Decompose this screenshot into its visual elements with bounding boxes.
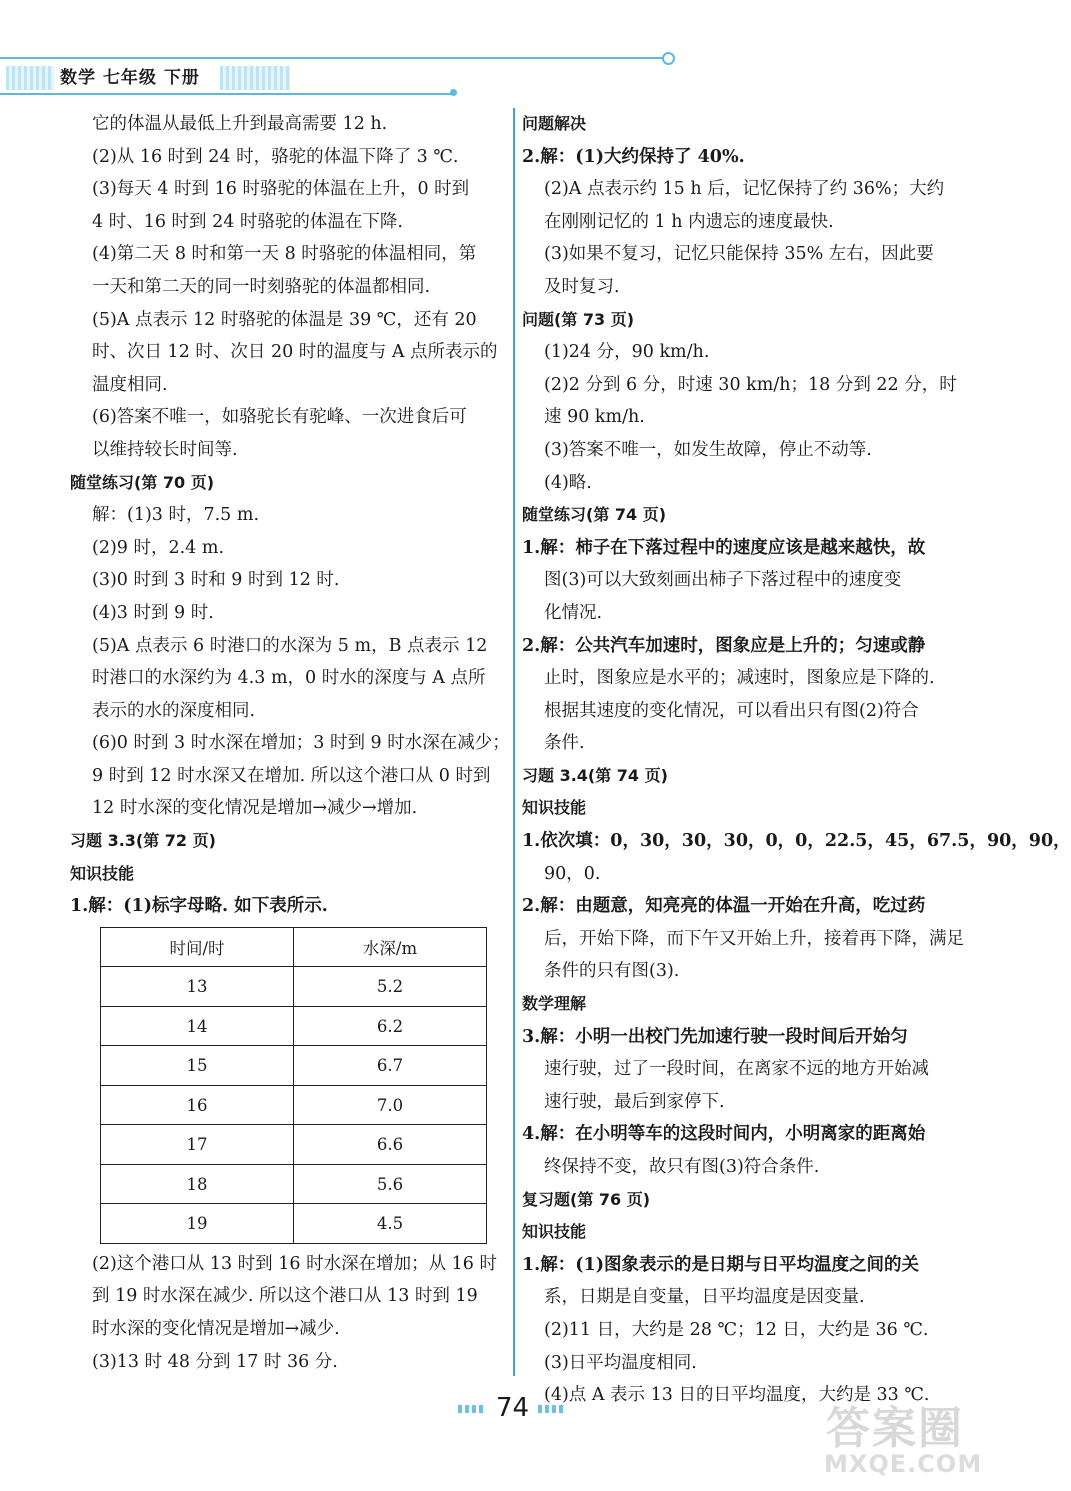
text-line: 止时，图象应是水平的；减速时，图象应是下降的. xyxy=(544,668,935,689)
text-line: (5)A 点表示 6 时港口的水深为 5 m，B 点表示 12 xyxy=(92,635,488,656)
section-heading: 数学理解 xyxy=(522,994,587,1014)
table-cell-depth: 4.5 xyxy=(294,1204,487,1244)
section-heading: 随堂练习(第 74 页) xyxy=(522,505,667,525)
text-line: 解：(1)3 时，7.5 m. xyxy=(92,505,260,526)
text-line: 它的体温从最低上升到最高需要 12 h. xyxy=(92,114,388,134)
text-line: 速行驶，过了一段时间，在离家不远的地方开始减 xyxy=(544,1059,929,1080)
text-line: 温度相同. xyxy=(92,374,168,395)
text-line: 12 时水深的变化情况是增加→减少→增加. xyxy=(92,798,418,819)
header-rule-top xyxy=(0,57,665,59)
text-line: (4)略. xyxy=(544,472,592,493)
text-line: 90，0. xyxy=(544,863,601,884)
text-line: (1)24 分，90 km/h. xyxy=(544,342,710,363)
header-rule-bottom xyxy=(0,93,455,95)
text-line: 条件. xyxy=(544,733,585,754)
text-line: (3)13 时 48 分到 17 时 36 分. xyxy=(92,1351,338,1372)
table-row xyxy=(101,1125,487,1165)
text-line: 以维持较长时间等. xyxy=(92,439,238,460)
right-column xyxy=(522,108,1071,1412)
table-row xyxy=(101,1006,487,1046)
text-line: (2)A 点表示约 15 h 后，记忆保持了约 36%；大约 xyxy=(544,179,945,200)
table-cell-time: 19 xyxy=(101,1204,294,1244)
text-line: (2)从 16 时到 24 时，骆驼的体温下降了 3 ℃. xyxy=(92,146,459,167)
text-line: 速行驶，最后到家停下. xyxy=(544,1091,725,1112)
table-cell-time: 13 xyxy=(101,967,294,1007)
page-number-decoration-left xyxy=(458,1405,486,1413)
text-line: (3)答案不唯一，如发生故障，停止不动等. xyxy=(544,439,872,460)
table-cell-depth: 5.6 xyxy=(294,1164,487,1204)
table-cell-depth: 5.2 xyxy=(294,967,487,1007)
section-heading: 知识技能 xyxy=(70,863,135,883)
text-line: 9 时到 12 时水深又在增加. 所以这个港口从 0 时到 xyxy=(92,765,491,786)
section-heading: 随堂练习(第 70 页) xyxy=(70,472,215,492)
table-cell-depth: 6.7 xyxy=(294,1046,487,1086)
section-heading: 复习题(第 76 页) xyxy=(522,1189,651,1209)
page-number: 74 xyxy=(496,1393,530,1423)
text-line: 时水深的变化情况是增加→减少. xyxy=(92,1319,340,1340)
text-line: (2)这个港口从 13 时到 16 时水深在增加；从 16 时 xyxy=(92,1253,497,1274)
text-line: 系，日期是自变量，日平均温度是因变量. xyxy=(544,1287,865,1308)
header-title: 数学 七年级 下册 xyxy=(60,68,200,88)
section-heading: 知识技能 xyxy=(522,798,587,818)
text-line: 根据其速度的变化情况，可以看出只有图(2)符合 xyxy=(544,700,919,721)
text-line: 时、次日 12 时、次日 20 时的温度与 A 点所表示的 xyxy=(92,342,498,363)
table-cell-time: 14 xyxy=(101,1006,294,1046)
text-line: (6)0 时到 3 时水深在增加；3 时到 9 时水深在减少； xyxy=(92,733,510,754)
text-line: 在刚刚记忆的 1 h 内遗忘的速度最快. xyxy=(544,211,834,232)
table-cell-depth: 7.0 xyxy=(294,1085,487,1125)
text-line: 及时复习. xyxy=(544,276,620,297)
table-row xyxy=(101,1204,487,1244)
text-line: (2)11 日，大约是 28 ℃；12 日，大约是 36 ℃. xyxy=(544,1319,929,1340)
left-column xyxy=(70,108,510,1378)
watermark-url: MXQE.COM xyxy=(824,1450,983,1478)
table-cell-depth: 6.2 xyxy=(294,1006,487,1046)
header-dot-icon xyxy=(662,52,675,65)
text-line: 1.依次填：0，30，30，30，0，0，22.5，45，67.5，90，90， xyxy=(522,831,1071,852)
text-line: (3)0 时到 3 时和 9 时到 12 时. xyxy=(92,570,340,591)
section-heading: 问题解决 xyxy=(522,114,587,133)
text-line: 2.解：由题意，知亮亮的体温一开始在升高，吃过药 xyxy=(522,896,926,917)
water-depth-table xyxy=(100,927,487,1244)
text-line: 一天和第二天的同一时刻骆驼的体温都相同. xyxy=(92,276,431,297)
text-line: 3.解：小明一出校门先加速行驶一段时间后开始匀 xyxy=(522,1026,908,1047)
table-row xyxy=(101,967,487,1007)
table-cell-time: 18 xyxy=(101,1164,294,1204)
section-heading: 习题 3.3(第 72 页) xyxy=(70,831,216,851)
section-heading: 习题 3.4(第 74 页) xyxy=(522,765,668,785)
text-line: 表示的水的深度相同. xyxy=(92,700,256,721)
text-line: 速 90 km/h. xyxy=(544,407,645,428)
table-cell-time: 16 xyxy=(101,1085,294,1125)
text-line: (3)每天 4 时到 16 时骆驼的体温在上升，0 时到 xyxy=(92,179,470,200)
header-decoration-right xyxy=(220,66,290,90)
watermark-logo: 答案圈 xyxy=(826,1403,964,1454)
text-line: 1.解：(1)标字母略. 如下表所示. xyxy=(70,896,328,917)
text-line: (4)第二天 8 时和第一天 8 时骆驼的体温相同，第 xyxy=(92,244,477,265)
text-line: 4 时、16 时到 24 时骆驼的体温在下降. xyxy=(92,211,403,232)
table-header-cell: 时间/时 xyxy=(101,927,294,967)
text-line: (3)如果不复习，记忆只能保持 35% 左右，因此要 xyxy=(544,244,934,265)
header-decoration-left xyxy=(6,66,54,90)
table-cell-time: 15 xyxy=(101,1046,294,1086)
page-number-decoration-right xyxy=(538,1405,566,1413)
table-cell-depth: 6.6 xyxy=(294,1125,487,1165)
table-header-cell: 水深/m xyxy=(294,927,487,967)
table-header-row xyxy=(101,927,487,967)
text-line: 2.解：(1)大约保持了 40%. xyxy=(522,146,745,167)
text-line: 条件的只有图(3). xyxy=(544,961,680,982)
section-heading: 问题(第 73 页) xyxy=(522,309,635,329)
text-line: 1.解：(1)图象表示的是日期与日平均温度之间的关 xyxy=(522,1254,920,1275)
text-line: (4)点 A 表示 13 日的日平均温度，大约是 33 ℃. xyxy=(544,1385,930,1406)
column-divider xyxy=(513,108,515,1376)
header-dot-small-icon xyxy=(450,89,457,96)
table-row xyxy=(101,1085,487,1125)
text-line: 2.解：公共汽车加速时，图象应是上升的；匀速或静 xyxy=(522,635,926,656)
text-line: 到 19 时水深在减少. 所以这个港口从 13 时到 19 xyxy=(92,1286,478,1307)
table-row xyxy=(101,1046,487,1086)
table-cell-time: 17 xyxy=(101,1125,294,1165)
text-line: (6)答案不唯一，如骆驼长有驼峰、一次进食后可 xyxy=(92,407,467,428)
text-line: (5)A 点表示 12 时骆驼的体温是 39 ℃，还有 20 xyxy=(92,309,477,330)
section-heading: 知识技能 xyxy=(522,1222,587,1242)
text-line: 图(3)可以大致刻画出柿子下落过程中的速度变 xyxy=(544,570,902,591)
text-line: (3)日平均温度相同. xyxy=(544,1352,697,1373)
text-line: (2)2 分到 6 分，时速 30 km/h；18 分到 22 分，时 xyxy=(544,374,957,395)
text-line: (4)3 时到 9 时. xyxy=(92,602,214,623)
text-line: 1.解：柿子在下落过程中的速度应该是越来越快，故 xyxy=(522,537,926,558)
text-line: 4.解：在小明等车的这段时间内，小明离家的距离始 xyxy=(522,1124,926,1145)
table-row xyxy=(101,1164,487,1204)
text-line: 时港口的水深约为 4.3 m，0 时水的深度与 A 点所 xyxy=(92,668,486,689)
text-line: 化情况. xyxy=(544,602,603,623)
text-line: 后，开始下降，而下午又开始上升，接着再下降，满足 xyxy=(544,928,964,949)
text-line: (2)9 时，2.4 m. xyxy=(92,537,225,558)
text-line: 终保持不变，故只有图(3)符合条件. xyxy=(544,1157,820,1177)
